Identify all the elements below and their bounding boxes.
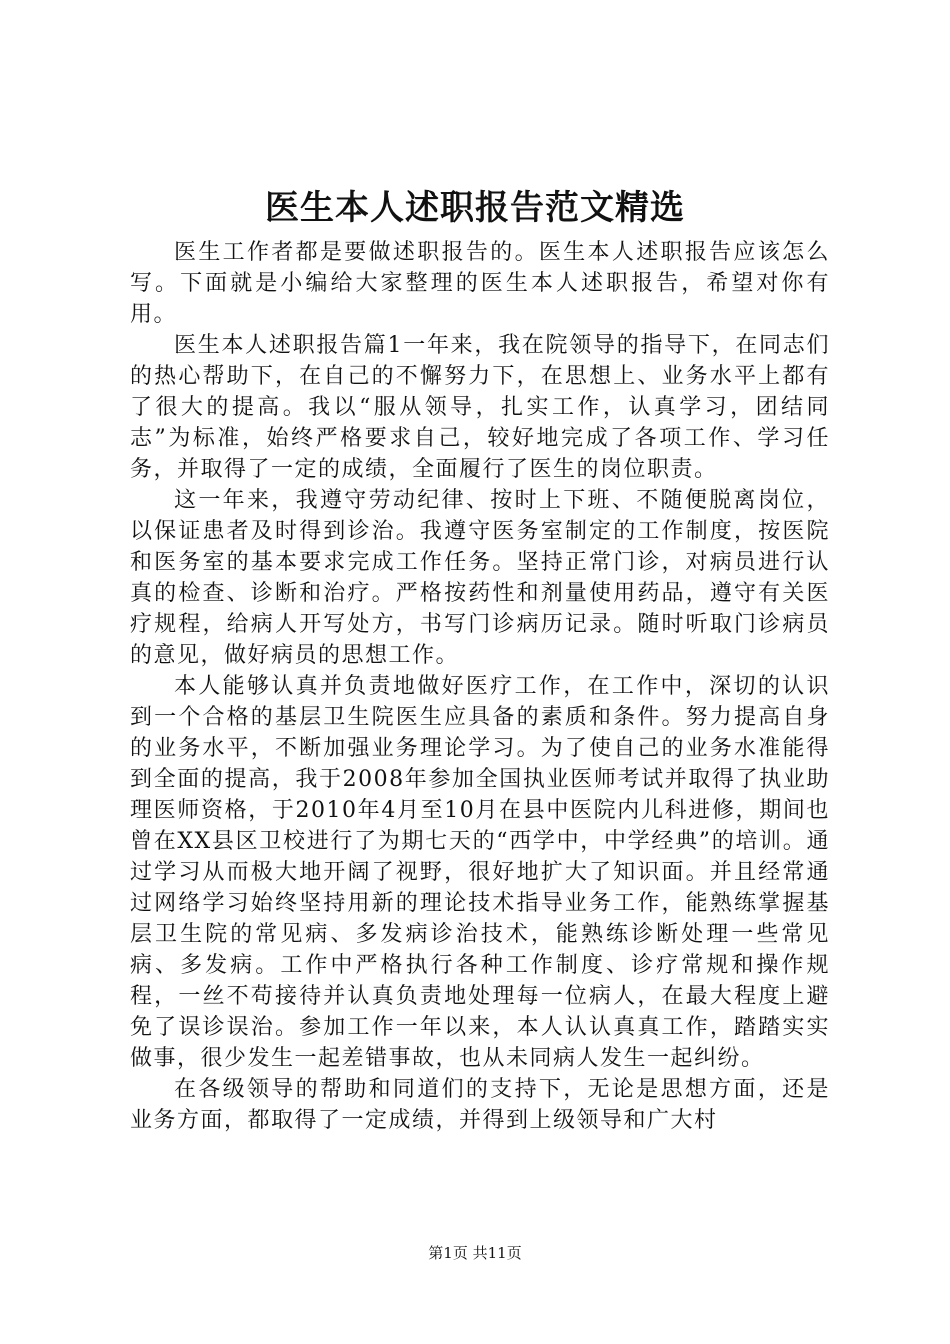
document-title: 医生本人述职报告范文精选: [265, 188, 685, 228]
paragraph-intro: 医生工作者都是要做述职报告的。医生本人述职报告应该怎么写。下面就是小编给大家整理的医生本人述职报告，希望对你有用。: [130, 240, 830, 327]
paragraph-achievements: 在各级领导的帮助和同道们的支持下，无论是思想方面，还是业务方面，都取得了一定成绩，并得到上级领导和广大村: [130, 1077, 830, 1133]
paragraph-report-1: 医生本人述职报告篇1一年来，我在院领导的指导下，在同志们的热心帮助下，在自己的不懈努力下，在思想上、业务水平上都有了很大的提高。我以“服从领导，扎实工作，认真学习，团结同志”为标准，始终严格要求自己，较好地完成了各项工作、学习任务，并取得了一定的成绩，全面履行了医生的岗位职责。: [130, 333, 830, 482]
document-body: [130, 237, 830, 1136]
page-footer: 第1页 共11页: [428, 1244, 522, 1262]
paragraph-discipline: 这一年来，我遵守劳动纪律、按时上下班、不随便脱离岗位，以保证患者及时得到诊治。我遵守医务室制定的工作制度，按医院和医务室的基本要求完成工作任务。坚持正常门诊，对病员进行认真的检查、诊断和治疗。严格按药性和剂量使用药品，遵守有关医疗规程，给病人开写处方，书写门诊病历记录。随时听取门诊病员的意见，做好病员的思想工作。: [130, 488, 830, 668]
paragraph-medical-work: 本人能够认真并负责地做好医疗工作，在工作中，深切的认识到一个合格的基层卫生院医生应具备的素质和条件。努力提高自身的业务水平，不断加强业务理论学习。为了使自己的业务水准能得到全面的提高，我于2008年参加全国执业医师考试并取得了执业助理医师资格，于2010年4月至10月在县中医院内儿科进修，期间也曾在XX县区卫校进行了为期七天的“西学中，中学经典”的培训。通过学习从而极大地开阔了视野，很好地扩大了知识面。并且经常通过网络学习始终坚持用新的理论技术指导业务工作，能熟练掌握基层卫生院的常见病、多发病诊治技术，能熟练诊断处理一些常见病、多发病。工作中严格执行各种工作制度、诊疗常规和操作规程，一丝不苟接待并认真负责地处理每一位病人，在最大程度上避免了误诊误治。参加工作一年以来，本人认认真真工作，踏踏实实做事，很少发生一起差错事故，也从未同病人发生一起纠纷。: [130, 674, 830, 1071]
